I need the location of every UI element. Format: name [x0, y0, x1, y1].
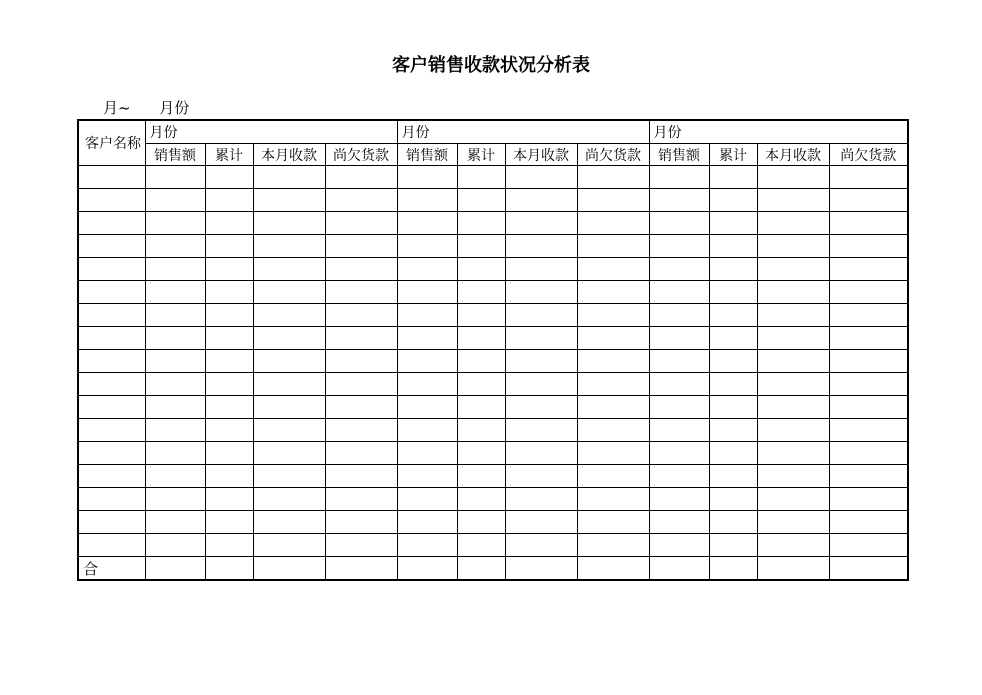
- data-cell[interactable]: [709, 511, 757, 534]
- data-cell[interactable]: [757, 465, 829, 488]
- total-cell[interactable]: [253, 557, 325, 581]
- data-cell[interactable]: [325, 534, 397, 557]
- data-cell[interactable]: [145, 189, 205, 212]
- data-cell[interactable]: [457, 465, 505, 488]
- data-cell[interactable]: [649, 304, 709, 327]
- data-cell[interactable]: [205, 419, 253, 442]
- data-cell[interactable]: [709, 442, 757, 465]
- total-cell[interactable]: [205, 557, 253, 581]
- data-cell[interactable]: [709, 373, 757, 396]
- data-cell[interactable]: [325, 189, 397, 212]
- data-cell[interactable]: [145, 166, 205, 189]
- data-cell[interactable]: [709, 235, 757, 258]
- data-cell[interactable]: [829, 419, 908, 442]
- data-cell[interactable]: [325, 488, 397, 511]
- customer-name-cell[interactable]: [78, 327, 145, 350]
- data-cell[interactable]: [505, 166, 577, 189]
- data-cell[interactable]: [325, 396, 397, 419]
- data-cell[interactable]: [457, 534, 505, 557]
- data-cell[interactable]: [757, 396, 829, 419]
- data-cell[interactable]: [397, 281, 457, 304]
- col-outstanding: 尚欠货款: [829, 144, 908, 166]
- data-cell[interactable]: [649, 189, 709, 212]
- data-cell[interactable]: [205, 235, 253, 258]
- data-cell[interactable]: [649, 258, 709, 281]
- data-cell[interactable]: [649, 419, 709, 442]
- data-cell[interactable]: [145, 281, 205, 304]
- data-cell[interactable]: [829, 442, 908, 465]
- data-cell[interactable]: [757, 488, 829, 511]
- data-cell[interactable]: [829, 258, 908, 281]
- data-cell[interactable]: [757, 442, 829, 465]
- data-cell[interactable]: [205, 281, 253, 304]
- data-cell[interactable]: [649, 281, 709, 304]
- data-cell[interactable]: [505, 488, 577, 511]
- data-cell[interactable]: [253, 235, 325, 258]
- data-cell[interactable]: [577, 465, 649, 488]
- data-cell[interactable]: [757, 419, 829, 442]
- data-cell[interactable]: [325, 373, 397, 396]
- data-cell[interactable]: [457, 212, 505, 235]
- data-cell[interactable]: [145, 212, 205, 235]
- data-cell[interactable]: [505, 189, 577, 212]
- data-cell[interactable]: [253, 281, 325, 304]
- data-cell[interactable]: [397, 534, 457, 557]
- col-monthly-receipt: 本月收款: [253, 144, 325, 166]
- customer-name-cell[interactable]: [78, 419, 145, 442]
- data-cell[interactable]: [397, 419, 457, 442]
- customer-name-cell[interactable]: [78, 442, 145, 465]
- data-cell[interactable]: [397, 212, 457, 235]
- data-cell[interactable]: [325, 442, 397, 465]
- data-cell[interactable]: [325, 465, 397, 488]
- total-cell[interactable]: [325, 557, 397, 581]
- data-cell[interactable]: [829, 166, 908, 189]
- data-cell[interactable]: [145, 511, 205, 534]
- data-cell[interactable]: [649, 373, 709, 396]
- data-cell[interactable]: [397, 465, 457, 488]
- data-cell[interactable]: [205, 373, 253, 396]
- data-cell[interactable]: [757, 304, 829, 327]
- data-cell[interactable]: [577, 327, 649, 350]
- data-cell[interactable]: [325, 281, 397, 304]
- col-outstanding: 尚欠货款: [577, 144, 649, 166]
- table-row: [78, 327, 908, 350]
- table-row: [78, 212, 908, 235]
- customer-name-cell[interactable]: [78, 350, 145, 373]
- table-row: [78, 511, 908, 534]
- data-cell[interactable]: [757, 166, 829, 189]
- total-row: [78, 557, 908, 581]
- table-row: [78, 235, 908, 258]
- col-sales-amount: 销售额: [397, 144, 457, 166]
- data-cell[interactable]: [757, 281, 829, 304]
- data-cell[interactable]: [649, 212, 709, 235]
- data-cell[interactable]: [253, 465, 325, 488]
- data-cell[interactable]: [757, 189, 829, 212]
- col-monthly-receipt: 本月收款: [505, 144, 577, 166]
- data-cell[interactable]: [205, 212, 253, 235]
- customer-name-cell[interactable]: [78, 396, 145, 419]
- data-cell[interactable]: [709, 350, 757, 373]
- data-cell[interactable]: [709, 258, 757, 281]
- data-cell[interactable]: [325, 235, 397, 258]
- data-cell[interactable]: [205, 350, 253, 373]
- data-cell[interactable]: [829, 189, 908, 212]
- data-cell[interactable]: [829, 350, 908, 373]
- data-cell[interactable]: [145, 465, 205, 488]
- customer-name-cell[interactable]: [78, 189, 145, 212]
- data-cell[interactable]: [505, 304, 577, 327]
- col-monthly-receipt: 本月收款: [757, 144, 829, 166]
- data-cell[interactable]: [577, 235, 649, 258]
- table-row: [78, 488, 908, 511]
- data-cell[interactable]: [205, 396, 253, 419]
- data-cell[interactable]: [505, 327, 577, 350]
- data-cell[interactable]: [325, 304, 397, 327]
- total-cell[interactable]: [145, 557, 205, 581]
- data-cell[interactable]: [829, 281, 908, 304]
- data-cell[interactable]: [397, 511, 457, 534]
- data-cell[interactable]: [457, 166, 505, 189]
- data-cell[interactable]: [457, 235, 505, 258]
- data-cell[interactable]: [649, 488, 709, 511]
- data-cell[interactable]: [505, 212, 577, 235]
- data-cell[interactable]: [457, 511, 505, 534]
- col-cumulative: 累计: [205, 144, 253, 166]
- data-cell[interactable]: [649, 511, 709, 534]
- data-cell[interactable]: [457, 327, 505, 350]
- data-cell[interactable]: [829, 511, 908, 534]
- customer-name-cell[interactable]: [78, 166, 145, 189]
- data-cell[interactable]: [397, 304, 457, 327]
- col-sales-amount: 销售额: [145, 144, 205, 166]
- data-cell[interactable]: [505, 281, 577, 304]
- data-cell[interactable]: [205, 465, 253, 488]
- data-cell[interactable]: [205, 189, 253, 212]
- customer-name-cell[interactable]: [78, 511, 145, 534]
- page-title: 客户销售收款状况分析表: [392, 55, 590, 76]
- data-cell[interactable]: [505, 235, 577, 258]
- data-cell[interactable]: [253, 212, 325, 235]
- data-cell[interactable]: [649, 166, 709, 189]
- data-cell[interactable]: [709, 304, 757, 327]
- data-cell[interactable]: [205, 488, 253, 511]
- data-cell[interactable]: [829, 465, 908, 488]
- data-cell[interactable]: [145, 396, 205, 419]
- column-header-row: [78, 144, 908, 166]
- data-cell[interactable]: [577, 373, 649, 396]
- customer-name-cell[interactable]: [78, 212, 145, 235]
- table-row: [78, 373, 908, 396]
- total-cell[interactable]: [457, 557, 505, 581]
- month-header-row: [78, 120, 908, 144]
- data-cell[interactable]: [397, 396, 457, 419]
- month-group-2-label: 月份: [397, 120, 649, 144]
- table-row: [78, 189, 908, 212]
- data-cell[interactable]: [325, 511, 397, 534]
- data-cell[interactable]: [829, 235, 908, 258]
- data-cell[interactable]: [577, 281, 649, 304]
- table-row: [78, 396, 908, 419]
- data-cell[interactable]: [757, 534, 829, 557]
- data-cell[interactable]: [457, 189, 505, 212]
- data-cell[interactable]: [757, 327, 829, 350]
- data-cell[interactable]: [397, 166, 457, 189]
- table-row: [78, 258, 908, 281]
- data-cell[interactable]: [649, 396, 709, 419]
- customer-name-cell[interactable]: [78, 258, 145, 281]
- table-row: [78, 281, 908, 304]
- total-label: 合: [78, 557, 145, 581]
- data-cell[interactable]: [397, 488, 457, 511]
- data-cell[interactable]: [829, 212, 908, 235]
- data-cell[interactable]: [325, 212, 397, 235]
- data-cell[interactable]: [649, 235, 709, 258]
- data-cell[interactable]: [709, 465, 757, 488]
- customer-name-cell[interactable]: [78, 465, 145, 488]
- customer-name-cell[interactable]: [78, 488, 145, 511]
- data-cell[interactable]: [457, 350, 505, 373]
- data-cell[interactable]: [145, 442, 205, 465]
- sales-collection-table: [77, 119, 909, 581]
- data-cell[interactable]: [145, 235, 205, 258]
- table-row: [78, 465, 908, 488]
- data-cell[interactable]: [457, 419, 505, 442]
- customer-name-cell[interactable]: [78, 304, 145, 327]
- month-group-3-label: 月份: [649, 120, 908, 144]
- data-cell[interactable]: [577, 396, 649, 419]
- data-cell[interactable]: [577, 511, 649, 534]
- data-cell[interactable]: [709, 488, 757, 511]
- data-cell[interactable]: [253, 442, 325, 465]
- date-to-label: 月份: [159, 99, 190, 117]
- data-cell[interactable]: [325, 258, 397, 281]
- data-cell[interactable]: [145, 327, 205, 350]
- data-cell[interactable]: [205, 327, 253, 350]
- data-cell[interactable]: [709, 534, 757, 557]
- data-cell[interactable]: [757, 350, 829, 373]
- data-cell[interactable]: [709, 166, 757, 189]
- data-cell[interactable]: [457, 281, 505, 304]
- table-row: [78, 534, 908, 557]
- data-cell[interactable]: [757, 373, 829, 396]
- data-cell[interactable]: [709, 189, 757, 212]
- data-cell[interactable]: [397, 350, 457, 373]
- data-cell[interactable]: [397, 373, 457, 396]
- data-cell[interactable]: [649, 350, 709, 373]
- customer-name-header: 客户名称: [78, 120, 145, 166]
- data-cell[interactable]: [577, 419, 649, 442]
- data-cell[interactable]: [577, 212, 649, 235]
- data-cell[interactable]: [577, 350, 649, 373]
- data-cell[interactable]: [505, 396, 577, 419]
- data-cell[interactable]: [649, 534, 709, 557]
- data-cell[interactable]: [325, 350, 397, 373]
- data-cell[interactable]: [757, 212, 829, 235]
- data-cell[interactable]: [205, 442, 253, 465]
- total-cell[interactable]: [649, 557, 709, 581]
- data-cell[interactable]: [145, 373, 205, 396]
- col-sales-amount: 销售额: [649, 144, 709, 166]
- data-cell[interactable]: [577, 442, 649, 465]
- data-cell[interactable]: [325, 419, 397, 442]
- data-cell[interactable]: [829, 488, 908, 511]
- data-cell[interactable]: [205, 511, 253, 534]
- data-cell[interactable]: [253, 373, 325, 396]
- table-row: [78, 442, 908, 465]
- data-cell[interactable]: [397, 189, 457, 212]
- data-cell[interactable]: [205, 534, 253, 557]
- data-cell[interactable]: [253, 488, 325, 511]
- customer-name-cell[interactable]: [78, 281, 145, 304]
- data-cell[interactable]: [253, 350, 325, 373]
- month-group-1-label: 月份: [145, 120, 397, 144]
- data-cell[interactable]: [397, 235, 457, 258]
- customer-name-cell[interactable]: [78, 534, 145, 557]
- data-cell[interactable]: [253, 534, 325, 557]
- data-cell[interactable]: [709, 212, 757, 235]
- data-cell[interactable]: [145, 258, 205, 281]
- data-cell[interactable]: [649, 327, 709, 350]
- table-row: [78, 419, 908, 442]
- data-cell[interactable]: [577, 258, 649, 281]
- col-outstanding: 尚欠货款: [325, 144, 397, 166]
- data-cell[interactable]: [505, 442, 577, 465]
- data-cell[interactable]: [457, 396, 505, 419]
- data-cell[interactable]: [577, 488, 649, 511]
- data-cell[interactable]: [457, 488, 505, 511]
- data-cell[interactable]: [253, 327, 325, 350]
- data-cell[interactable]: [457, 258, 505, 281]
- data-cell[interactable]: [397, 258, 457, 281]
- total-cell[interactable]: [577, 557, 649, 581]
- data-cell[interactable]: [253, 258, 325, 281]
- total-cell[interactable]: [397, 557, 457, 581]
- data-cell[interactable]: [325, 327, 397, 350]
- data-cell[interactable]: [505, 419, 577, 442]
- col-cumulative: 累计: [457, 144, 505, 166]
- data-cell[interactable]: [253, 396, 325, 419]
- data-cell[interactable]: [505, 258, 577, 281]
- data-cell[interactable]: [505, 511, 577, 534]
- data-cell[interactable]: [829, 327, 908, 350]
- table-row: [78, 166, 908, 189]
- data-cell[interactable]: [505, 350, 577, 373]
- total-cell[interactable]: [829, 557, 908, 581]
- data-cell[interactable]: [253, 189, 325, 212]
- data-cell[interactable]: [205, 166, 253, 189]
- data-cell[interactable]: [577, 534, 649, 557]
- data-cell[interactable]: [145, 488, 205, 511]
- data-cell[interactable]: [253, 419, 325, 442]
- data-cell[interactable]: [709, 419, 757, 442]
- data-cell[interactable]: [145, 304, 205, 327]
- data-cell[interactable]: [709, 396, 757, 419]
- data-cell[interactable]: [505, 534, 577, 557]
- data-cell[interactable]: [577, 189, 649, 212]
- data-cell[interactable]: [709, 281, 757, 304]
- data-cell[interactable]: [829, 373, 908, 396]
- total-cell[interactable]: [757, 557, 829, 581]
- data-cell[interactable]: [577, 166, 649, 189]
- data-cell[interactable]: [829, 304, 908, 327]
- data-cell[interactable]: [757, 258, 829, 281]
- data-cell[interactable]: [253, 511, 325, 534]
- data-cell[interactable]: [397, 327, 457, 350]
- data-cell[interactable]: [649, 465, 709, 488]
- data-cell[interactable]: [145, 350, 205, 373]
- total-cell[interactable]: [709, 557, 757, 581]
- data-cell[interactable]: [253, 166, 325, 189]
- data-cell[interactable]: [205, 304, 253, 327]
- data-cell[interactable]: [709, 327, 757, 350]
- total-cell[interactable]: [505, 557, 577, 581]
- table-row: [78, 304, 908, 327]
- customer-name-cell[interactable]: [78, 373, 145, 396]
- date-from-label: 月~: [103, 99, 131, 117]
- data-cell[interactable]: [253, 304, 325, 327]
- data-cell[interactable]: [577, 304, 649, 327]
- data-cell[interactable]: [757, 235, 829, 258]
- data-cell[interactable]: [145, 534, 205, 557]
- data-cell[interactable]: [757, 511, 829, 534]
- data-cell[interactable]: [829, 396, 908, 419]
- data-cell[interactable]: [457, 442, 505, 465]
- data-cell[interactable]: [457, 304, 505, 327]
- col-cumulative: 累计: [709, 144, 757, 166]
- data-cell[interactable]: [205, 258, 253, 281]
- data-cell[interactable]: [505, 465, 577, 488]
- data-cell[interactable]: [829, 534, 908, 557]
- table-row: [78, 350, 908, 373]
- data-cell[interactable]: [325, 166, 397, 189]
- data-cell[interactable]: [457, 373, 505, 396]
- data-cell[interactable]: [505, 373, 577, 396]
- customer-name-cell[interactable]: [78, 235, 145, 258]
- data-cell[interactable]: [649, 442, 709, 465]
- data-cell[interactable]: [145, 419, 205, 442]
- data-cell[interactable]: [397, 442, 457, 465]
- date-range: [103, 98, 189, 118]
